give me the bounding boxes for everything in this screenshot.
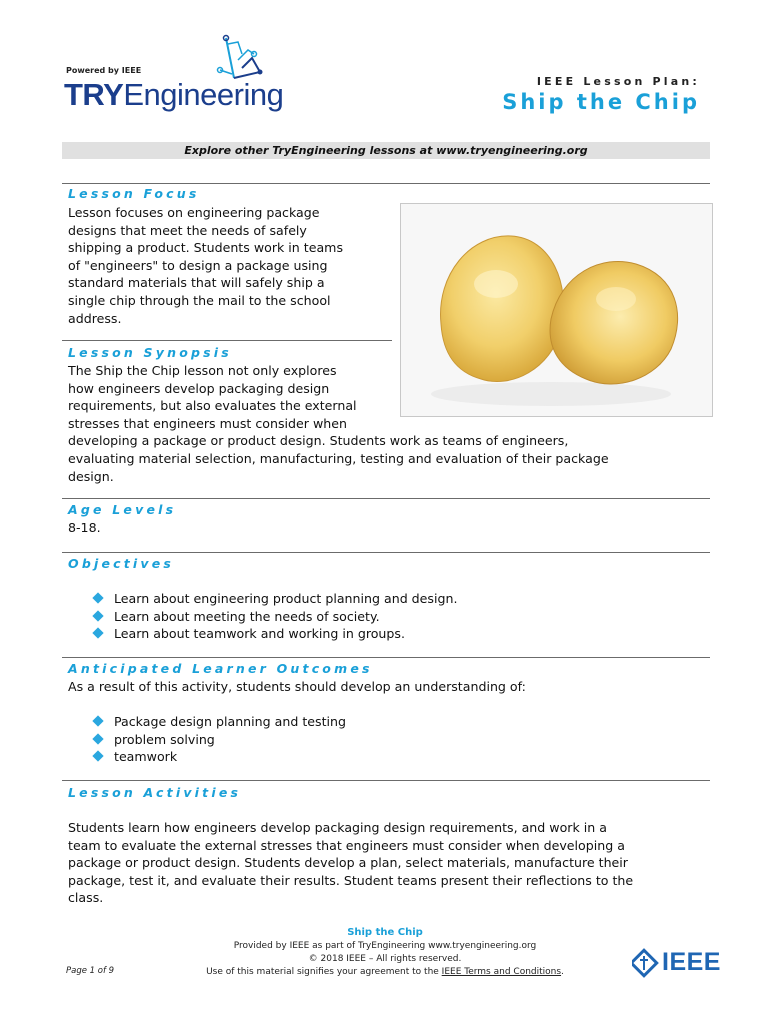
list-item-text: Learn about engineering product planning and design. bbox=[114, 591, 458, 606]
list-item-text: Package design planning and testing bbox=[114, 714, 346, 729]
diamond-bullet-icon bbox=[92, 733, 103, 744]
footer-provided: Provided by IEEE as part of TryEngineering www.tryengineering.org bbox=[233, 941, 537, 951]
objectives-list bbox=[68, 590, 688, 643]
divider bbox=[62, 183, 710, 184]
brand-engineering: Engineering bbox=[123, 77, 284, 112]
list-item-text: Learn about meeting the needs of society. bbox=[114, 608, 380, 624]
footer-copyright: © 2018 IEEE – All rights reserved. bbox=[308, 954, 462, 964]
text-line: standard materials that will safely ship a bbox=[68, 275, 325, 291]
synopsis-text bbox=[68, 362, 708, 485]
list-item bbox=[68, 590, 688, 608]
outcomes-intro: As a result of this activity, students should develop an understanding of: bbox=[68, 679, 526, 694]
ieee-wordmark: IEEE bbox=[662, 948, 721, 976]
diamond-bullet-icon bbox=[92, 592, 103, 603]
divider bbox=[62, 552, 710, 553]
focus-text bbox=[68, 204, 398, 327]
activities-text bbox=[68, 819, 713, 907]
text-line: of "engineers" to design a package using bbox=[68, 257, 328, 273]
section-heading-activities: Lesson Activities bbox=[68, 785, 242, 800]
tryengineering-logo bbox=[64, 78, 283, 112]
diamond-bullet-icon bbox=[92, 628, 103, 639]
text-line: requirements, but also evaluates the external bbox=[68, 398, 357, 414]
divider bbox=[62, 498, 710, 499]
text-line: single chip through the mail to the school bbox=[68, 292, 331, 308]
list-item bbox=[68, 625, 688, 643]
section-heading-objectives: Objectives bbox=[68, 556, 175, 571]
brand-try: TRY bbox=[64, 77, 124, 112]
diamond-bullet-icon bbox=[92, 715, 103, 726]
text-line: designs that meet the needs of safely bbox=[68, 222, 307, 238]
outcomes-list bbox=[68, 713, 688, 766]
terms-link[interactable]: IEEE Terms and Conditions bbox=[441, 967, 562, 977]
text-line: team to evaluate the external stresses that engineers must consider when developing a bbox=[68, 837, 625, 853]
text-line: Students learn how engineers develop packaging design requirements, and work in a bbox=[68, 820, 607, 835]
text-line: shipping a product. Students work in teams bbox=[68, 240, 344, 256]
page-number: Page 1 of 9 bbox=[66, 966, 115, 976]
list-item bbox=[68, 713, 688, 731]
list-item-text: problem solving bbox=[114, 731, 215, 747]
section-heading-outcomes: Anticipated Learner Outcomes bbox=[68, 661, 373, 676]
divider bbox=[62, 657, 710, 658]
age-levels-value: 8-18. bbox=[68, 520, 101, 535]
text-line: The Ship the Chip lesson not only explores bbox=[68, 363, 337, 378]
list-item bbox=[68, 608, 688, 626]
divider bbox=[62, 340, 392, 341]
diamond-bullet-icon bbox=[92, 751, 103, 762]
list-item-text: Learn about teamwork and working in groups. bbox=[114, 626, 405, 642]
text-line: developing a package or product design. Students work as teams of engineers, bbox=[68, 433, 569, 449]
text-line: design. bbox=[68, 468, 114, 484]
list-item bbox=[68, 731, 688, 749]
text-line: class. bbox=[68, 890, 104, 906]
list-item-text: teamwork bbox=[114, 749, 178, 765]
section-heading-age: Age Levels bbox=[68, 502, 177, 517]
text-line: package or product design. Students develop a plan, select materials, manufacture their bbox=[68, 855, 628, 871]
section-heading-focus: Lesson Focus bbox=[68, 186, 200, 201]
footer-title: Ship the Chip bbox=[347, 927, 423, 938]
text-line: package, test it, and evaluate their results. Student teams present their reflections to the bbox=[68, 872, 634, 888]
text-line: evaluating material selection, manufacturing, testing and evaluation of their package bbox=[68, 450, 609, 466]
section-heading-synopsis: Lesson Synopsis bbox=[68, 345, 232, 360]
ieee-logo bbox=[632, 948, 732, 978]
terms-prefix: Use of this material signifies your agreement to the bbox=[206, 967, 442, 977]
powered-by-label: Powered by IEEE bbox=[66, 66, 142, 75]
text-line: how engineers develop packaging design bbox=[68, 380, 330, 396]
lesson-plan-label: IEEE Lesson Plan: bbox=[536, 75, 700, 88]
text-line: address. bbox=[68, 310, 122, 326]
divider bbox=[62, 780, 710, 781]
text-line: stresses that engineers must consider when bbox=[68, 415, 347, 431]
terms-suffix: . bbox=[561, 967, 564, 977]
diamond-bullet-icon bbox=[92, 610, 103, 621]
list-item bbox=[68, 748, 688, 766]
page-title: Ship the Chip bbox=[502, 90, 700, 114]
text-line: Lesson focuses on engineering package bbox=[68, 205, 320, 220]
explore-banner[interactable]: Explore other TryEngineering lessons at www.tryengineering.org bbox=[62, 142, 710, 159]
